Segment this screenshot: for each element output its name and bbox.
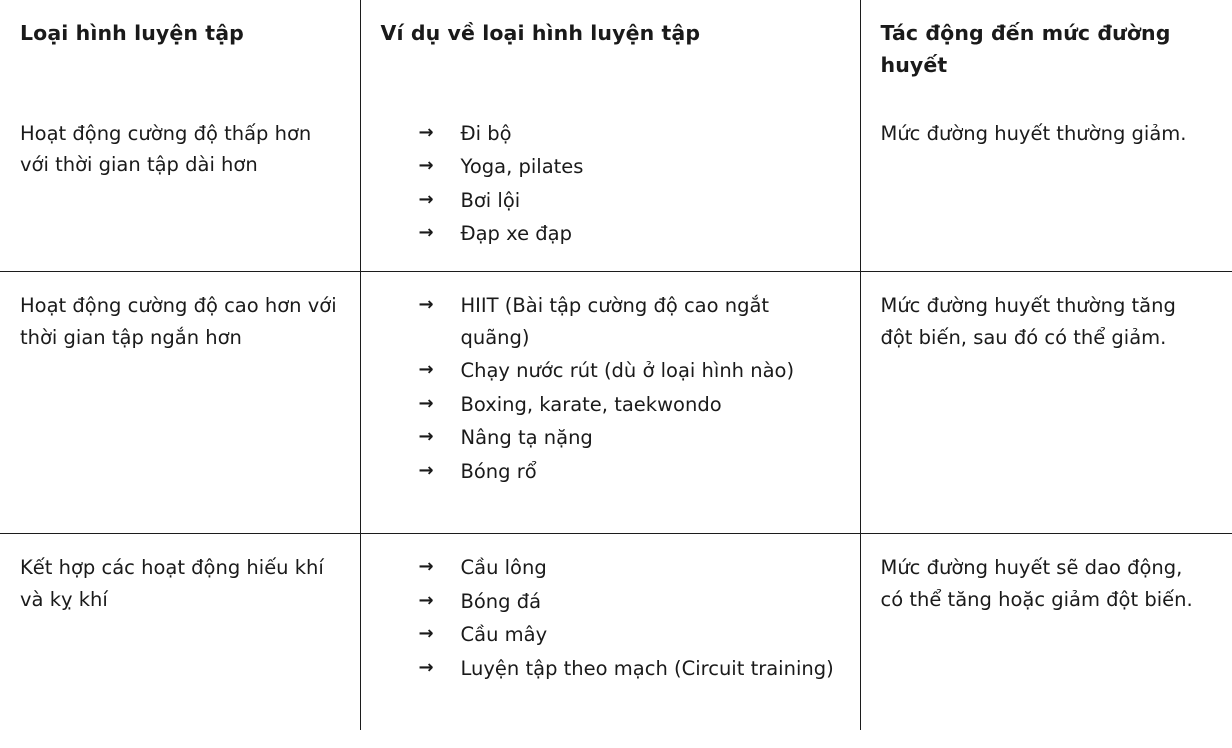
arrow-icon: → [418, 155, 434, 177]
arrow-icon: → [418, 556, 434, 578]
list-item-label: Luyện tập theo mạch (Circuit training) [460, 656, 834, 680]
list-item [419, 355, 838, 387]
cell-exercise-examples [360, 272, 860, 534]
arrow-icon: → [418, 623, 434, 645]
arrow-icon: → [418, 459, 434, 481]
cell-exercise-type: Hoạt động cường độ thấp hơn với thời gian tập dài hơn [0, 100, 360, 272]
cell-blood-glucose-effect: Mức đường huyết thường giảm. [860, 100, 1232, 272]
table-row [0, 100, 1232, 272]
list-item-label: Đi bộ [460, 121, 512, 145]
list-item [419, 552, 838, 584]
arrow-icon: → [418, 121, 434, 143]
cell-blood-glucose-effect: Mức đường huyết sẽ dao động, có thể tăng hoặc giảm đột biến. [860, 534, 1232, 730]
example-list [381, 552, 838, 684]
arrow-icon: → [418, 656, 434, 678]
cell-exercise-examples [360, 100, 860, 272]
list-item [419, 653, 838, 685]
list-item-label: Cầu mây [460, 623, 548, 647]
example-list [381, 290, 838, 487]
arrow-icon: → [418, 294, 434, 316]
list-item [419, 151, 838, 183]
arrow-icon: → [418, 392, 434, 414]
list-item-label: HIIT (Bài tập cường độ cao ngắt quãng) [460, 294, 770, 349]
list-item-label: Đạp xe đạp [460, 222, 572, 246]
arrow-icon: → [418, 589, 434, 611]
table-header-row [0, 0, 1232, 100]
table-header [0, 0, 1232, 100]
cell-exercise-examples [360, 534, 860, 730]
cell-exercise-type: Hoạt động cường độ cao hơn với thời gian tập ngắn hơn [0, 272, 360, 534]
list-item-label: Bóng rổ [460, 459, 537, 483]
list-item-label: Cầu lông [460, 556, 547, 580]
list-item [419, 218, 838, 250]
arrow-icon: → [418, 188, 434, 210]
arrow-icon: → [418, 359, 434, 381]
column-header-exercise-examples: Ví dụ về loại hình luyện tập [360, 0, 860, 100]
list-item [419, 389, 838, 421]
list-item [419, 290, 838, 353]
list-item-label: Bơi lội [460, 188, 521, 212]
list-item [419, 619, 838, 651]
column-header-blood-glucose-effect: Tác động đến mức đường huyết [860, 0, 1232, 100]
arrow-icon: → [418, 222, 434, 244]
cell-exercise-type: Kết hợp các hoạt động hiếu khí và kỵ khí [0, 534, 360, 730]
list-item-label: Boxing, karate, taekwondo [460, 392, 722, 416]
list-item-label: Nâng tạ nặng [460, 426, 593, 450]
column-header-exercise-type: Loại hình luyện tập [0, 0, 360, 100]
list-item [419, 118, 838, 150]
list-item-label: Chạy nước rút (dù ở loại hình nào) [460, 359, 795, 383]
list-item [419, 456, 838, 488]
table-row [0, 272, 1232, 534]
arrow-icon: → [418, 426, 434, 448]
cell-blood-glucose-effect: Mức đường huyết thường tăng đột biến, sau đó có thể giảm. [860, 272, 1232, 534]
list-item [419, 185, 838, 217]
list-item-label: Yoga, pilates [460, 155, 584, 179]
list-item-label: Bóng đá [460, 589, 542, 613]
list-item [419, 586, 838, 618]
list-item [419, 422, 838, 454]
table-body [0, 100, 1232, 730]
table-row [0, 534, 1232, 730]
example-list [381, 118, 838, 250]
